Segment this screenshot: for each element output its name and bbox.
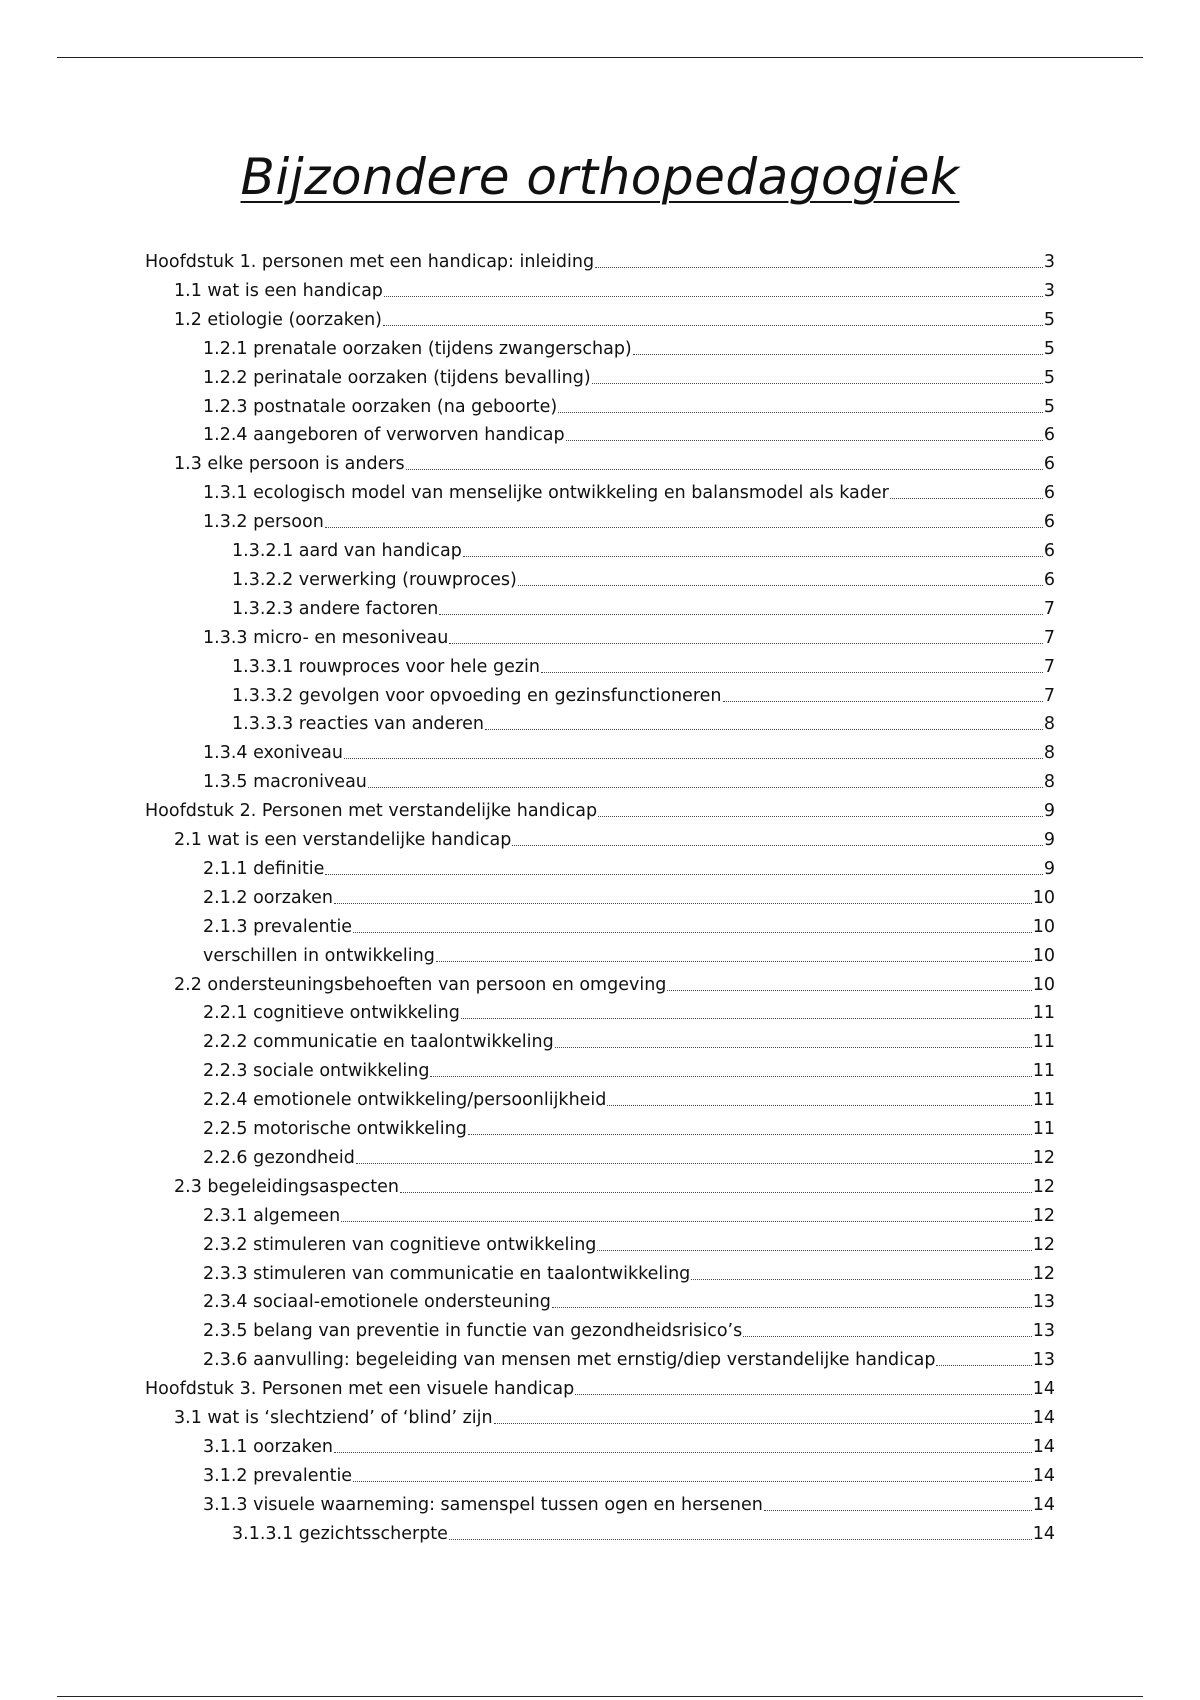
toc-entry-page-number: 14 — [1032, 1465, 1055, 1486]
toc-entry-label: 2.2.5 motorische ontwikkeling — [203, 1119, 467, 1139]
toc-entry-label: Hoofdstuk 2. Personen met verstandelijke handicap — [145, 801, 598, 822]
toc-entry-page-number: 7 — [1043, 627, 1055, 648]
toc-entry-page-number: 10 — [1032, 945, 1055, 966]
toc-entry[interactable] — [203, 1112, 1055, 1140]
toc-entry-label: 1.3.3.1 rouwproces voor hele gezin — [232, 656, 540, 677]
toc-entry-page-number: 7 — [1043, 598, 1055, 619]
toc-entry-page-number: 5 — [1043, 309, 1055, 330]
toc-entry[interactable] — [203, 1228, 1055, 1256]
toc-dot-leader — [325, 527, 1043, 528]
toc-entry-label: 1.3.4 exoniveau — [203, 743, 343, 764]
toc-entry-page-number: 6 — [1043, 512, 1055, 533]
toc-entry-page-number: 12 — [1032, 1234, 1055, 1255]
toc-entry[interactable] — [203, 361, 1055, 389]
toc-entry[interactable] — [203, 418, 1055, 446]
toc-entry-label: 2.2.1 cognitieve ontwikkeling — [203, 1003, 460, 1024]
toc-entry-label: 1.3.5 macroniveau — [203, 772, 367, 793]
toc-entry-page-number: 8 — [1043, 772, 1055, 793]
toc-entry[interactable] — [203, 910, 1055, 938]
toc-entry-page-number: 8 — [1043, 714, 1055, 735]
toc-dot-leader — [494, 1423, 1032, 1424]
toc-entry[interactable] — [203, 505, 1055, 533]
toc-entry[interactable] — [203, 1285, 1055, 1313]
toc-entry-page-number: 14 — [1032, 1408, 1055, 1428]
toc-entry-label: Hoofdstuk 1. personen met een handicap: inleiding — [145, 252, 595, 272]
toc-entry[interactable] — [174, 1170, 1055, 1198]
toc-dot-leader — [890, 498, 1043, 499]
toc-entry-label: verschillen in ontwikkeling — [203, 945, 435, 966]
toc-entry[interactable] — [203, 1430, 1055, 1458]
toc-entry[interactable] — [174, 274, 1055, 302]
toc-dot-leader — [592, 383, 1043, 384]
toc-entry-label: 1.2.4 aangeboren of verworven handicap — [203, 425, 565, 446]
toc-dot-leader — [598, 816, 1043, 817]
toc-entry[interactable] — [203, 765, 1055, 793]
toc-entry-label: 1.3.3.3 reacties van anderen — [232, 714, 484, 735]
toc-dot-leader — [468, 1134, 1032, 1135]
toc-dot-leader — [555, 1047, 1032, 1048]
toc-entry-page-number: 14 — [1032, 1379, 1055, 1400]
toc-dot-leader — [368, 787, 1043, 788]
toc-dot-leader — [723, 701, 1043, 702]
toc-entry[interactable] — [232, 679, 1055, 707]
toc-entry-page-number: 10 — [1032, 916, 1055, 937]
document-title: Bijzondere orthopedagogiek — [240, 148, 960, 206]
toc-entry[interactable] — [203, 1054, 1055, 1082]
toc-entry-label: 1.3.3 micro- en mesoniveau — [203, 627, 449, 648]
toc-dot-leader — [936, 1365, 1031, 1366]
header-rule — [57, 57, 1143, 58]
toc-dot-leader — [552, 1307, 1032, 1308]
toc-entry-label: 2.1.3 prevalentie — [203, 916, 353, 937]
toc-entry-page-number: 10 — [1032, 974, 1055, 995]
toc-entry-page-number: 3 — [1043, 280, 1055, 301]
toc-dot-leader — [341, 1221, 1031, 1222]
toc-dot-leader — [463, 556, 1043, 557]
toc-entry-label: 1.3.3.2 gevolgen voor opvoeding en gezinsfunctioneren — [232, 685, 722, 706]
toc-entry-label: 2.2.6 gezondheid — [203, 1147, 355, 1168]
toc-entry-label: 3.1.3 visuele waarneming: samenspel tussen ogen en hersenen — [203, 1494, 763, 1515]
toc-entry-label: 2.3.2 stimuleren van cognitieve ontwikkeling — [203, 1234, 597, 1255]
toc-entry-page-number: 6 — [1043, 541, 1055, 561]
toc-dot-leader — [334, 903, 1032, 904]
toc-entry-label: 3.1.2 prevalentie — [203, 1465, 353, 1486]
toc-dot-leader — [558, 412, 1043, 413]
toc-entry-page-number: 6 — [1043, 454, 1055, 475]
toc-entry[interactable] — [203, 1314, 1055, 1342]
toc-dot-leader — [449, 643, 1043, 644]
toc-entry-label: 2.3.5 belang van preventie in functie van gezondheidsrisico’s — [203, 1321, 743, 1342]
toc-entry-page-number: 11 — [1032, 1003, 1055, 1024]
toc-entry-page-number: 13 — [1032, 1350, 1055, 1371]
toc-entry-label: 2.2.3 sociale ontwikkeling — [203, 1061, 430, 1082]
toc-dot-leader — [575, 1394, 1031, 1395]
toc-entry[interactable] — [203, 390, 1055, 418]
toc-entry-page-number: 13 — [1032, 1292, 1055, 1313]
toc-entry-label: 2.1.1 definitie — [203, 858, 325, 879]
toc-dot-leader — [566, 440, 1043, 441]
toc-entry-page-number: 9 — [1043, 858, 1055, 879]
toc-entry[interactable] — [145, 1372, 1055, 1400]
footer-rule — [57, 1696, 1143, 1697]
toc-entry-label: 1.2.3 postnatale oorzaken (na geboorte) — [203, 396, 558, 417]
toc-entry[interactable] — [145, 794, 1055, 822]
toc-entry[interactable] — [232, 592, 1055, 620]
toc-dot-leader — [439, 614, 1042, 615]
toc-entry-label: 3.1 wat is ‘slechtziend’ of ‘blind’ zijn — [174, 1408, 493, 1428]
toc-entry-page-number: 6 — [1043, 569, 1055, 590]
toc-entry-label: 1.3 elke persoon is anders — [174, 454, 405, 475]
toc-entry-page-number: 5 — [1043, 338, 1055, 359]
toc-entry[interactable] — [174, 1401, 1055, 1429]
toc-entry[interactable] — [174, 303, 1055, 331]
toc-dot-leader — [541, 672, 1043, 673]
toc-entry[interactable] — [203, 1488, 1055, 1516]
toc-entry[interactable] — [203, 1257, 1055, 1285]
toc-entry[interactable] — [203, 1343, 1055, 1371]
toc-entry-page-number: 11 — [1032, 1032, 1055, 1053]
toc-entry-label: 1.2.1 prenatale oorzaken (tijdens zwangerschap) — [203, 338, 632, 359]
toc-entry-page-number: 14 — [1032, 1436, 1055, 1457]
toc-entry[interactable] — [203, 939, 1055, 967]
toc-entry-label: 2.3.4 sociaal-emotionele ondersteuning — [203, 1292, 551, 1313]
toc-entry-label: 2.3 begeleidingsaspecten — [174, 1176, 399, 1197]
toc-dot-leader — [334, 1452, 1032, 1453]
toc-entry-label: 2.2.2 communicatie en taalontwikkeling — [203, 1032, 554, 1053]
toc-entry-label: 2.3.3 stimuleren van communicatie en taalontwikkeling — [203, 1263, 691, 1284]
toc-entry-page-number: 10 — [1032, 887, 1055, 908]
toc-dot-leader — [691, 1279, 1031, 1280]
toc-dot-leader — [383, 325, 1043, 326]
toc-entry-page-number: 11 — [1032, 1119, 1055, 1139]
toc-entry-page-number: 8 — [1043, 743, 1055, 764]
toc-dot-leader — [353, 1481, 1032, 1482]
toc-entry-page-number: 6 — [1043, 483, 1055, 504]
toc-dot-leader — [743, 1336, 1031, 1337]
toc-entry-label: 1.2.2 perinatale oorzaken (tijdens bevalling) — [203, 367, 591, 388]
toc-entry[interactable] — [232, 563, 1055, 591]
toc-entry-page-number: 7 — [1043, 685, 1055, 706]
toc-dot-leader — [461, 1018, 1032, 1019]
toc-dot-leader — [485, 729, 1043, 730]
toc-entry-label: 2.2 ondersteuningsbehoeften van persoon en omgeving — [174, 974, 667, 995]
toc-entry[interactable] — [203, 1459, 1055, 1487]
toc-dot-leader — [449, 1539, 1032, 1540]
toc-dot-leader — [384, 296, 1043, 297]
toc-entry-page-number: 14 — [1032, 1523, 1055, 1544]
toc-dot-leader — [595, 267, 1043, 268]
toc-dot-leader — [597, 1250, 1031, 1251]
toc-entry[interactable] — [232, 707, 1055, 735]
toc-entry-label: 1.2 etiologie (oorzaken) — [174, 309, 383, 330]
toc-dot-leader — [667, 990, 1031, 991]
toc-entry-label: 1.1 wat is een handicap — [174, 280, 383, 301]
toc-dot-leader — [325, 874, 1042, 875]
toc-entry-page-number: 14 — [1032, 1494, 1055, 1515]
toc-dot-leader — [356, 1163, 1032, 1164]
toc-entry[interactable] — [203, 736, 1055, 764]
toc-entry-label: 3.1.1 oorzaken — [203, 1436, 333, 1457]
toc-entry-page-number: 12 — [1032, 1176, 1055, 1197]
toc-dot-leader — [406, 469, 1043, 470]
toc-entry-label: 1.3.2 persoon — [203, 512, 324, 533]
toc-entry[interactable] — [232, 650, 1055, 678]
toc-entry-label: 1.3.2.1 aard van handicap — [232, 541, 462, 561]
toc-dot-leader — [353, 932, 1032, 933]
toc-entry-label: 2.3.1 algemeen — [203, 1205, 341, 1226]
toc-entry-label: Hoofdstuk 3. Personen met een visuele handicap — [145, 1379, 575, 1400]
toc-entry[interactable] — [203, 1083, 1055, 1111]
toc-entry[interactable] — [174, 823, 1055, 851]
toc-dot-leader — [633, 354, 1043, 355]
toc-dot-leader — [430, 1076, 1031, 1077]
toc-entry-label: 3.1.3.1 gezichtsscherpte — [232, 1523, 448, 1544]
toc-entry[interactable] — [203, 996, 1055, 1024]
toc-entry-label: 1.3.2.2 verwerking (rouwproces) — [232, 569, 517, 590]
toc-dot-leader — [518, 585, 1043, 586]
toc-entry[interactable] — [203, 476, 1055, 504]
toc-entry-page-number: 9 — [1043, 830, 1055, 850]
toc-entry-page-number: 12 — [1032, 1147, 1055, 1168]
toc-entry[interactable] — [203, 1199, 1055, 1227]
toc-entry[interactable] — [174, 447, 1055, 475]
toc-dot-leader — [436, 961, 1032, 962]
toc-entry-page-number: 11 — [1032, 1061, 1055, 1082]
toc-entry-label: 2.1 wat is een verstandelijke handicap — [174, 830, 512, 850]
toc-entry[interactable] — [145, 245, 1055, 273]
toc-entry-page-number: 9 — [1043, 801, 1055, 822]
toc-entry[interactable] — [203, 332, 1055, 360]
toc-dot-leader — [344, 758, 1043, 759]
toc-dot-leader — [607, 1105, 1031, 1106]
toc-entry-page-number: 7 — [1043, 656, 1055, 677]
toc-entry-page-number: 12 — [1032, 1263, 1055, 1284]
toc-dot-leader — [764, 1510, 1032, 1511]
toc-entry[interactable] — [203, 852, 1055, 880]
toc-entry[interactable] — [203, 621, 1055, 649]
toc-entry-label: 2.1.2 oorzaken — [203, 887, 333, 908]
toc-entry[interactable] — [203, 881, 1055, 909]
toc-entry-page-number: 3 — [1043, 252, 1055, 272]
toc-dot-leader — [512, 845, 1043, 846]
toc-entry[interactable] — [203, 1141, 1055, 1169]
toc-dot-leader — [400, 1192, 1032, 1193]
toc-entry-page-number: 5 — [1043, 396, 1055, 417]
toc-entry-label: 2.2.4 emotionele ontwikkeling/persoonlijkheid — [203, 1090, 607, 1111]
toc-entry-page-number: 11 — [1032, 1090, 1055, 1111]
toc-entry-page-number: 12 — [1032, 1205, 1055, 1226]
toc-entry-page-number: 13 — [1032, 1321, 1055, 1342]
toc-entry[interactable] — [203, 1025, 1055, 1053]
toc-entry[interactable] — [174, 968, 1055, 996]
toc-entry[interactable] — [232, 1517, 1055, 1545]
toc-entry-label: 1.3.1 ecologisch model van menselijke ontwikkeling en balansmodel als kader — [203, 483, 889, 504]
toc-entry[interactable] — [232, 534, 1055, 562]
toc-entry-page-number: 5 — [1043, 367, 1055, 388]
toc-entry-label: 1.3.2.3 andere factoren — [232, 598, 439, 619]
toc-entry-page-number: 6 — [1043, 425, 1055, 446]
toc-entry-label: 2.3.6 aanvulling: begeleiding van mensen met ernstig/diep verstandelijke handicap — [203, 1350, 936, 1371]
